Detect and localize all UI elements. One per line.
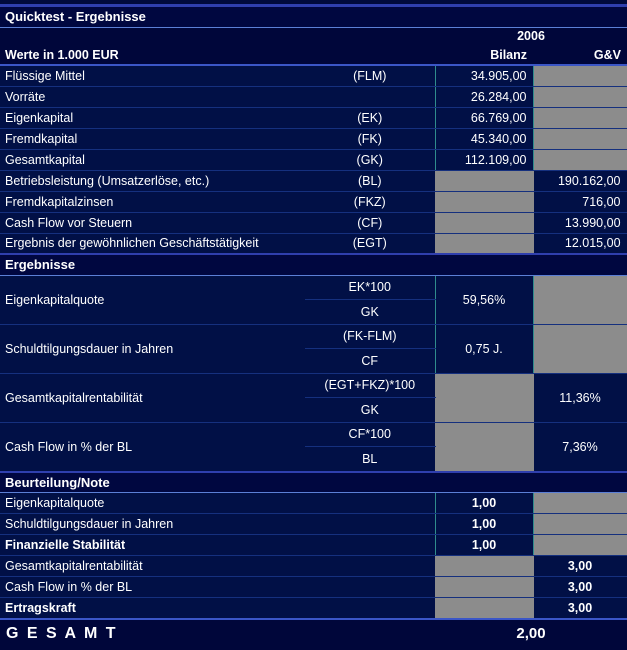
row-bilanz-value <box>435 170 533 191</box>
sheet-title: Quicktest - Ergebnisse <box>0 6 627 27</box>
row-code: (EGT) <box>305 233 435 254</box>
row-gv-value <box>533 65 627 86</box>
row-bilanz-value[interactable]: 45.340,00 <box>435 128 533 149</box>
table-row[interactable] <box>0 191 627 212</box>
section-header-ergebnisse-row <box>0 254 627 275</box>
row-gv-value[interactable]: 716,00 <box>533 191 627 212</box>
ratio-gv-value <box>533 275 627 324</box>
table-row[interactable] <box>0 128 627 149</box>
row-code <box>305 86 435 107</box>
note-bilanz-value[interactable]: 1,00 <box>435 514 533 535</box>
row-label: Vorräte <box>0 86 305 107</box>
row-bilanz-value[interactable]: 34.905,00 <box>435 65 533 86</box>
note-bilanz-value <box>435 577 533 598</box>
row-gv-value[interactable]: 190.162,00 <box>533 170 627 191</box>
column-header-row <box>0 45 627 65</box>
row-bilanz-value <box>435 233 533 254</box>
row-label: Fremdkapital <box>0 128 305 149</box>
row-code: (FKZ) <box>305 191 435 212</box>
row-code: (FK) <box>305 128 435 149</box>
row-label: Flüssige Mittel <box>0 65 305 86</box>
ratio-label: Gesamtkapitalrentabilität <box>0 373 305 422</box>
note-row[interactable] <box>0 514 627 535</box>
note-bilanz-value: 1,00 <box>435 535 533 556</box>
ratio-denominator: GK <box>305 299 435 324</box>
year-header-row <box>0 27 627 45</box>
table-row[interactable] <box>0 65 627 86</box>
ratio-row[interactable] <box>0 373 627 397</box>
sheet-title-row <box>0 6 627 27</box>
row-bilanz-value[interactable]: 66.769,00 <box>435 107 533 128</box>
ratio-label: Eigenkapitalquote <box>0 275 305 324</box>
spacer-cell-2 <box>305 27 435 45</box>
note-label: Cash Flow in % der BL <box>0 577 435 598</box>
note-label: Eigenkapitalquote <box>0 493 435 514</box>
ratio-row[interactable] <box>0 324 627 348</box>
table-row[interactable] <box>0 212 627 233</box>
ratio-bilanz-value[interactable]: 59,56% <box>435 275 533 324</box>
table-row[interactable] <box>0 86 627 107</box>
section-header-ergebnisse: Ergebnisse <box>0 254 627 275</box>
note-gv-value[interactable]: 3,00 <box>533 556 627 577</box>
ratio-gv-value <box>533 324 627 373</box>
ratio-denominator: GK <box>305 397 435 422</box>
note-label: Finanzielle Stabilität <box>0 535 435 556</box>
total-row <box>0 619 627 648</box>
row-gv-value <box>533 128 627 149</box>
ratio-gv-value[interactable]: 11,36% <box>533 373 627 422</box>
total-label: G E S A M T <box>0 619 435 648</box>
header-label-column: Werte in 1.000 EUR <box>0 45 305 65</box>
note-gv-value[interactable]: 3,00 <box>533 577 627 598</box>
row-code: (GK) <box>305 149 435 170</box>
row-code: (FLM) <box>305 65 435 86</box>
row-gv-value <box>533 107 627 128</box>
row-code: (BL) <box>305 170 435 191</box>
table-row[interactable] <box>0 149 627 170</box>
ratio-label: Schuldtilgungsdauer in Jahren <box>0 324 305 373</box>
row-label: Fremdkapitalzinsen <box>0 191 305 212</box>
row-label: Ergebnis der gewöhnlichen Geschäftstätigkeit <box>0 233 305 254</box>
row-code: (EK) <box>305 107 435 128</box>
spacer-cell-1 <box>0 27 305 45</box>
table-row[interactable] <box>0 233 627 254</box>
quicktest-table <box>0 5 627 648</box>
ratio-denominator: CF <box>305 348 435 373</box>
note-label: Schuldtilgungsdauer in Jahren <box>0 514 435 535</box>
ratio-numerator: EK*100 <box>305 275 435 299</box>
row-gv-value[interactable]: 12.015,00 <box>533 233 627 254</box>
note-row-summary <box>0 598 627 619</box>
table-row[interactable] <box>0 107 627 128</box>
note-gv-value <box>533 514 627 535</box>
ratio-gv-value[interactable]: 7,36% <box>533 422 627 472</box>
row-bilanz-value[interactable]: 112.109,00 <box>435 149 533 170</box>
note-gv-value <box>533 535 627 556</box>
ratio-label: Cash Flow in % der BL <box>0 422 305 472</box>
row-label: Cash Flow vor Steuern <box>0 212 305 233</box>
ratio-numerator: (FK-FLM) <box>305 324 435 348</box>
header-gv: G&V <box>533 45 627 65</box>
note-gv-value: 3,00 <box>533 598 627 619</box>
header-code-column <box>305 45 435 65</box>
row-label: Eigenkapital <box>0 107 305 128</box>
note-bilanz-value <box>435 598 533 619</box>
note-bilanz-value <box>435 556 533 577</box>
ratio-numerator: CF*100 <box>305 422 435 446</box>
ratio-bilanz-value <box>435 373 533 422</box>
note-row[interactable] <box>0 577 627 598</box>
row-bilanz-value <box>435 191 533 212</box>
note-row-summary <box>0 535 627 556</box>
ratio-bilanz-value[interactable]: 0,75 J. <box>435 324 533 373</box>
ratio-bilanz-value <box>435 422 533 472</box>
row-gv-value <box>533 86 627 107</box>
row-label: Gesamtkapital <box>0 149 305 170</box>
note-bilanz-value[interactable]: 1,00 <box>435 493 533 514</box>
row-gv-value[interactable]: 13.990,00 <box>533 212 627 233</box>
section-header-beurteilung-row <box>0 472 627 493</box>
ratio-row[interactable] <box>0 275 627 299</box>
row-gv-value <box>533 149 627 170</box>
year-label: 2006 <box>435 27 627 45</box>
note-row[interactable] <box>0 493 627 514</box>
note-label: Gesamtkapitalrentabilität <box>0 556 435 577</box>
row-bilanz-value[interactable]: 26.284,00 <box>435 86 533 107</box>
row-label: Betriebsleistung (Umsatzerlöse, etc.) <box>0 170 305 191</box>
header-bilanz: Bilanz <box>435 45 533 65</box>
ratio-numerator: (EGT+FKZ)*100 <box>305 373 435 397</box>
note-label: Ertragskraft <box>0 598 435 619</box>
ratio-denominator: BL <box>305 446 435 472</box>
total-value: 2,00 <box>435 619 627 648</box>
note-row[interactable] <box>0 556 627 577</box>
ratio-row[interactable] <box>0 422 627 446</box>
note-gv-value <box>533 493 627 514</box>
row-code: (CF) <box>305 212 435 233</box>
table-row[interactable] <box>0 170 627 191</box>
row-bilanz-value <box>435 212 533 233</box>
section-header-beurteilung: Beurteilung/Note <box>0 472 627 493</box>
